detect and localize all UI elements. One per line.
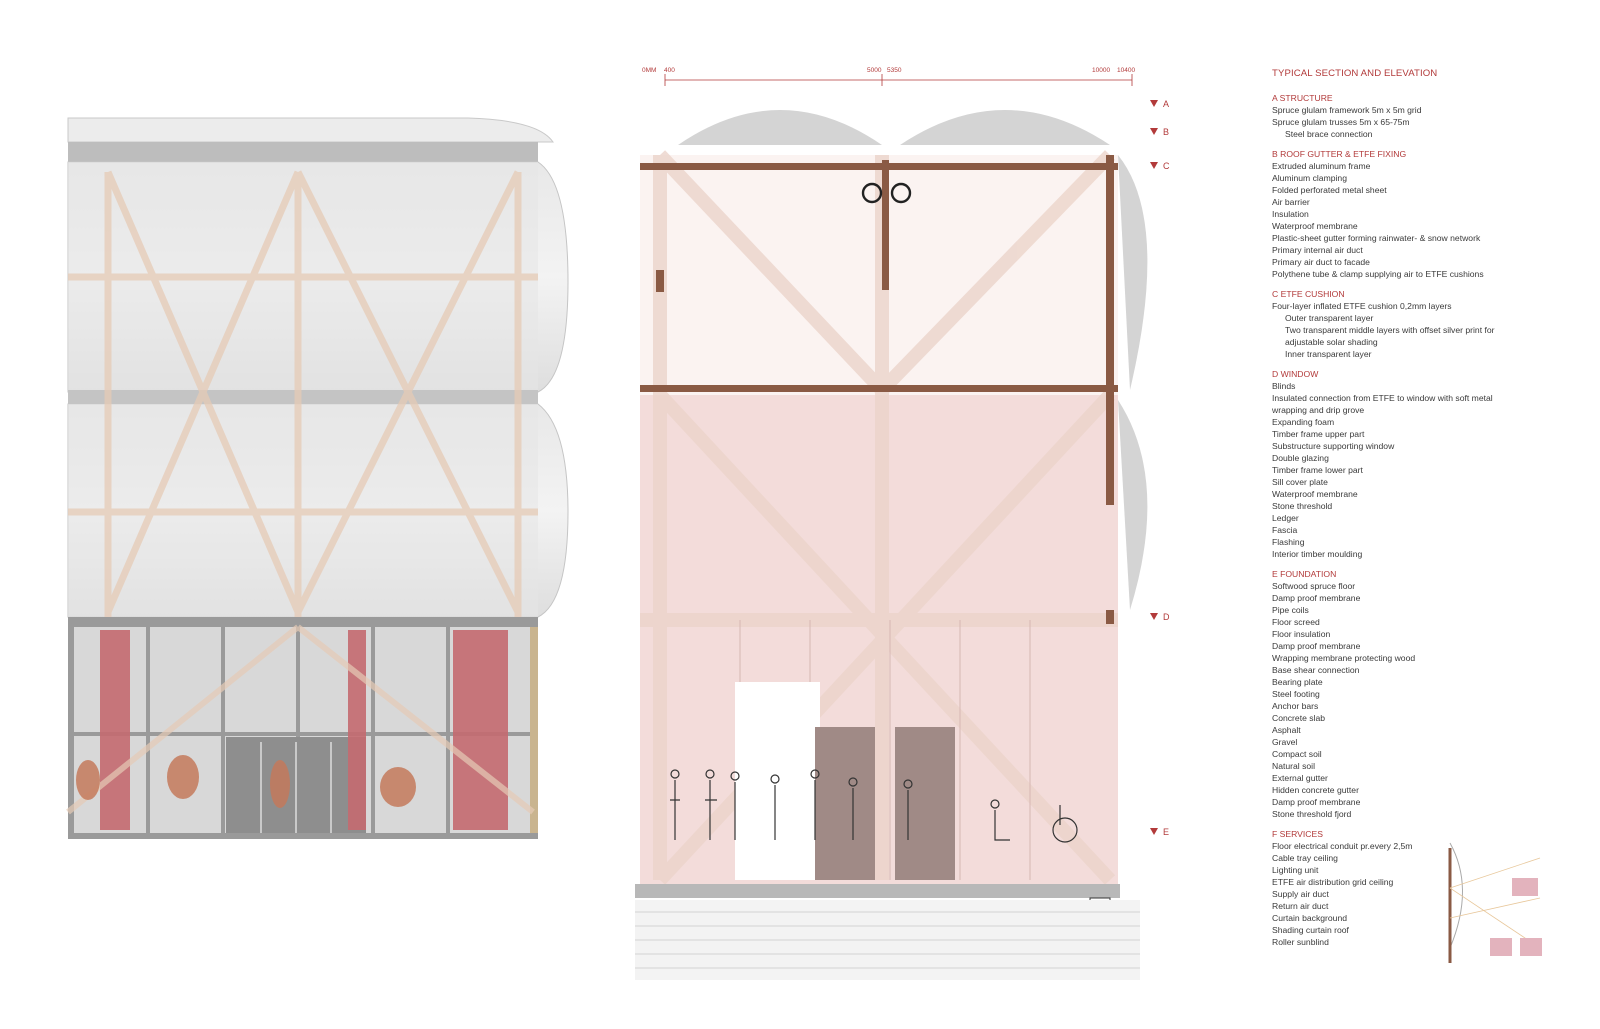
roof-cap [68,118,553,142]
roof-cushion [678,110,882,145]
legend-item: ETFE air distribution grid ceiling [1272,877,1394,887]
dim-label: 5000 [867,67,882,74]
ground-floor-glazing [68,617,538,839]
elevation-drawing [68,112,558,872]
legend-item: Plastic-sheet gutter forming rainwater- & snow network [1272,233,1481,243]
legend-item: Expanding foam [1272,417,1335,427]
legend-item: Waterproof membrane [1272,489,1358,499]
legend-item: adjustable solar shading [1285,337,1378,347]
dimension-line [642,67,1135,86]
level-marker-a: A [1163,99,1170,109]
legend-item: Anchor bars [1272,701,1319,711]
legend-item: Pipe coils [1272,605,1309,615]
ground-soil [635,900,1140,980]
legend-item: Insulation [1272,209,1309,219]
floor-slab [635,884,1120,898]
legend-item: Inner transparent layer [1285,349,1372,359]
marker-triangle-icon [1150,100,1158,107]
dim-label: 0MM [642,67,657,74]
legend-group [1272,368,1572,560]
legend-item: Asphalt [1272,725,1301,735]
roof-cushion [900,110,1110,145]
legend-item: Interior timber moulding [1272,549,1363,559]
detail-thumbnail [1440,838,1550,968]
curtain [453,630,508,830]
legend-item: Flashing [1272,537,1305,547]
legend-item: Hidden concrete gutter [1272,785,1359,795]
legend-group-heading: C ETFE CUSHION [1272,289,1345,299]
legend-item: Floor screed [1272,617,1320,627]
section-drawing [642,60,1210,980]
legend-item: Damp proof membrane [1272,641,1361,651]
dim-label: 5350 [887,67,902,74]
legend-item: Substructure supporting window [1272,441,1395,451]
legend-item: Air barrier [1272,197,1310,207]
legend-item: Polythene tube & clamp supplying air to ETFE cushions [1272,269,1484,279]
dim-label: 10000 [1092,67,1111,74]
legend-item: Wrapping membrane protecting wood [1272,653,1416,663]
legend-item: Damp proof membrane [1272,797,1361,807]
legend-group-heading: D WINDOW [1272,369,1319,379]
legend-item: Concrete slab [1272,713,1326,723]
marker-triangle-icon [1150,162,1158,169]
legend-group-heading: B ROOF GUTTER & ETFE FIXING [1272,149,1407,159]
legend-item: Lighting unit [1272,865,1319,875]
facade-cushion [1118,155,1147,390]
legend-item: Softwood spruce floor [1272,581,1356,591]
legend-item: Blinds [1272,381,1296,391]
legend-item: Floor insulation [1272,629,1331,639]
legend-item: Outer transparent layer [1285,313,1374,323]
legend-item: Primary internal air duct [1272,245,1363,255]
legend-group-heading: E FOUNDATION [1272,569,1337,579]
legend-group [1272,92,1572,140]
legend-item: Stone threshold fjord [1272,809,1352,819]
door [815,727,875,880]
legend-item: Timber frame lower part [1272,465,1363,475]
door [895,727,955,880]
legend-item: Four-layer inflated ETFE cushion 0,2mm layers [1272,301,1452,311]
legend-item: Aluminum clamping [1272,173,1347,183]
legend-item: Stone threshold [1272,501,1333,511]
floor-band-upper [68,390,538,404]
legend-item: Extruded aluminum frame [1272,161,1371,171]
legend-item: External gutter [1272,773,1328,783]
marker-triangle-icon [1150,613,1158,620]
legend-item: Natural soil [1272,761,1315,771]
legend-item: Spruce glulam framework 5m x 5m grid [1272,105,1422,115]
legend-item: Primary air duct to facade [1272,257,1370,267]
legend-item: Timber frame upper part [1272,429,1365,439]
legend-item: Return air duct [1272,901,1329,911]
legend-item: Waterproof membrane [1272,221,1358,231]
legend-item: Folded perforated metal sheet [1272,185,1387,195]
dim-label: 10400 [1117,67,1136,74]
legend-item: Damp proof membrane [1272,593,1361,603]
legend-item: Bearing plate [1272,677,1323,687]
level-marker-e: E [1163,827,1170,837]
legend-item: Steel footing [1272,689,1320,699]
legend-item: Gravel [1272,737,1298,747]
legend-group [1272,568,1572,820]
legend-item: Cable tray ceiling [1272,853,1338,863]
legend-item: Spruce glulam trusses 5m x 65-75m [1272,117,1410,127]
legend-item: Roller sunblind [1272,937,1329,947]
legend-title: TYPICAL SECTION AND ELEVATION [1272,68,1438,79]
legend-group-heading: A STRUCTURE [1272,93,1333,103]
dim-label: 400 [664,67,675,74]
level-marker-d: D [1163,612,1170,622]
legend-item: Insulated connection from ETFE to window with soft metal [1272,393,1493,403]
marker-triangle-icon [1150,128,1158,135]
legend-item: Fascia [1272,525,1298,535]
legend-group [1272,288,1572,360]
legend-item: Ledger [1272,513,1299,523]
legend [1272,68,1572,956]
legend-item: Shading curtain roof [1272,925,1349,935]
legend-item: Compact soil [1272,749,1322,759]
legend-item: Supply air duct [1272,889,1329,899]
roof-gutter [68,142,538,162]
legend-groups [1272,92,1572,948]
marker-triangle-icon [1150,828,1158,835]
legend-item: Floor electrical conduit pr.every 2,5m [1272,841,1413,851]
facade-cushion [1118,400,1147,610]
legend-item: wrapping and drip grove [1272,405,1365,415]
curtain [100,630,130,830]
legend-item: Steel brace connection [1285,129,1373,139]
legend-group [1272,148,1572,280]
legend-item: Double glazing [1272,453,1329,463]
level-marker-b: B [1163,127,1170,137]
legend-group-heading: F SERVICES [1272,829,1323,839]
level-markers [1150,99,1170,837]
legend-item: Two transparent middle layers with offset silver print for [1285,325,1495,335]
legend-item: Sill cover plate [1272,477,1328,487]
curtain [348,630,366,830]
legend-item: Curtain background [1272,913,1348,923]
level-marker-c: C [1163,161,1170,171]
door-opening [735,682,820,880]
legend-item: Base shear connection [1272,665,1360,675]
